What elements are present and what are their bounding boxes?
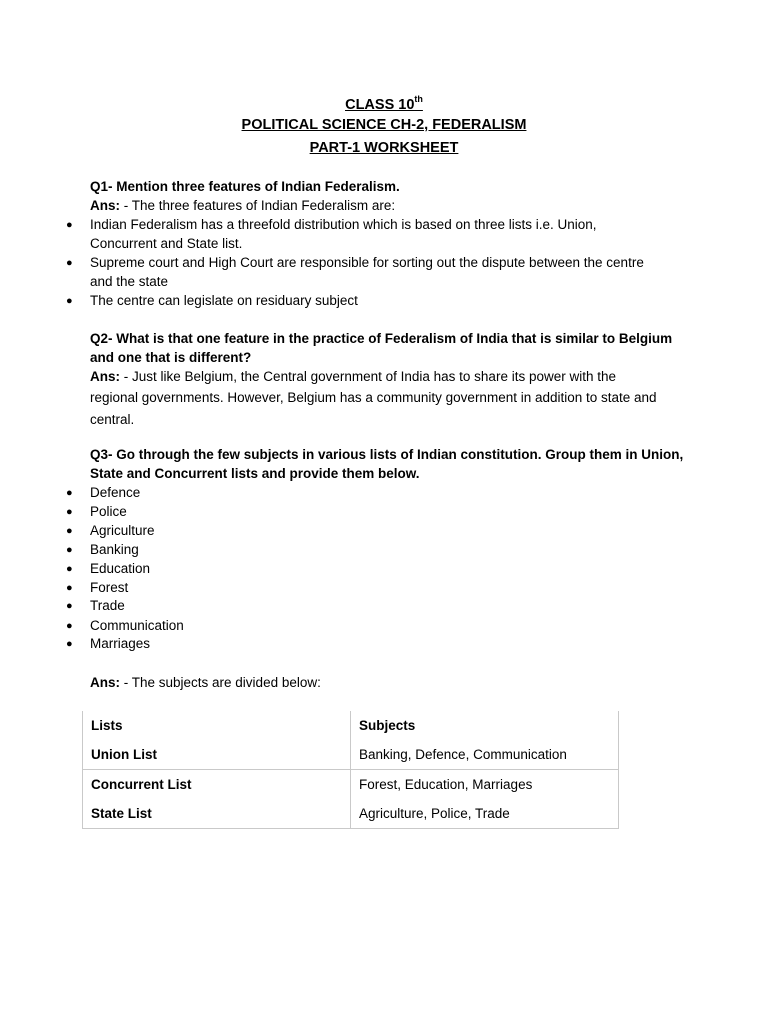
table-header-cell: Subjects <box>351 711 619 740</box>
q2-answer-line-3: central. <box>90 412 135 427</box>
table-cell: Union List <box>83 740 351 770</box>
class-title: CLASS 10th <box>345 94 423 113</box>
q3-item: Police <box>90 504 127 519</box>
q1-bullet-3: The centre can legislate on residuary subject <box>90 293 358 308</box>
q3-item: Forest <box>90 580 129 595</box>
q3-item: Marriages <box>90 636 151 651</box>
bullet-icon: ● <box>66 638 73 650</box>
q2-answer-line-1: Ans: - Just like Belgium, the Central government of India has to share its power with the <box>90 369 616 384</box>
q3-item: Communication <box>90 618 184 633</box>
bullet-icon: ● <box>66 544 73 556</box>
worksheet-title: PART-1 WORKSHEET <box>309 140 459 156</box>
table-cell: Agriculture, Police, Trade <box>351 799 619 829</box>
subjects-table <box>82 711 619 829</box>
bullet-icon: ● <box>66 506 73 518</box>
bullet-icon: ● <box>66 582 73 594</box>
bullet-icon: ● <box>66 600 73 612</box>
q1-answer: Ans: - The three features of Indian Federalism are: <box>90 198 396 213</box>
bullet-icon: ● <box>66 487 73 499</box>
q3-item: Trade <box>90 598 125 613</box>
q2-question-line-2: and one that is different? <box>90 350 252 365</box>
q2-question-line-1: Q2- What is that one feature in the practice of Federalism of India that is similar to Belgium <box>90 331 673 346</box>
q3-question-line-2: State and Concurrent lists and provide them below. <box>90 466 420 481</box>
subject-title: POLITICAL SCIENCE CH-2, FEDERALISM <box>241 117 527 133</box>
q3-item: Banking <box>90 542 139 557</box>
bullet-icon: ● <box>66 295 73 307</box>
table-cell: State List <box>83 799 351 829</box>
q1-bullet-1-line-2: Concurrent and State list. <box>90 236 243 251</box>
q1-bullet-2-line-2: and the state <box>90 274 169 289</box>
table-row <box>83 799 619 829</box>
q3-question-line-1: Q3- Go through the few subjects in various lists of Indian constitution. Group them in Union, <box>90 447 684 462</box>
table-row <box>83 740 619 770</box>
q3-item: Agriculture <box>90 523 155 538</box>
q1-bullet-1-line-1: Indian Federalism has a threefold distribution which is based on three lists i.e. Union, <box>90 217 597 232</box>
q1-question: Q1- Mention three features of Indian Federalism. <box>90 179 400 194</box>
table-header-cell: Lists <box>83 711 351 740</box>
q3-item: Defence <box>90 485 141 500</box>
table-cell: Forest, Education, Marriages <box>351 770 619 800</box>
bullet-icon: ● <box>66 563 73 575</box>
table-row <box>83 770 619 800</box>
q3-item: Education <box>90 561 151 576</box>
q3-answer: Ans: - The subjects are divided below: <box>90 675 321 690</box>
bullet-icon: ● <box>66 219 73 231</box>
bullet-icon: ● <box>66 620 73 632</box>
table-cell: Banking, Defence, Communication <box>351 740 619 770</box>
q1-bullet-2-line-1: Supreme court and High Court are responsible for sorting out the dispute between the centre <box>90 255 644 270</box>
class-superscript: th <box>414 94 423 104</box>
q2-answer-line-2: regional governments. However, Belgium has a community government in addition to state and <box>90 390 657 405</box>
bullet-icon: ● <box>66 257 73 269</box>
table-header-row <box>83 711 619 740</box>
bullet-icon: ● <box>66 525 73 537</box>
table-cell: Concurrent List <box>83 770 351 800</box>
